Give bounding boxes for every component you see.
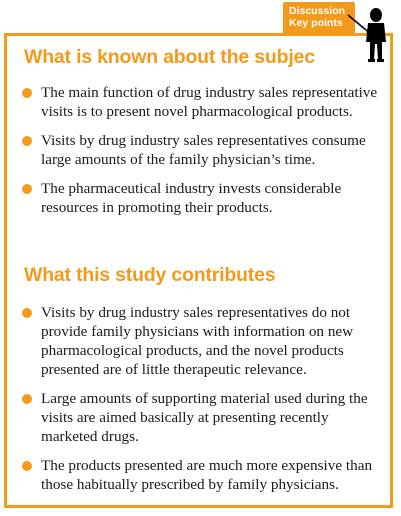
- presenter-figure-icon: [346, 6, 392, 62]
- bullet-dot-icon: [22, 88, 32, 98]
- contributes-list: [22, 303, 382, 494]
- list-item: Visits by drug industry sales representatives do not provide family physicians with information on new pharmacological products, and the novel products presented are of little therapeutic relevance.: [22, 303, 382, 379]
- list-item: The products presented are much more expensive than those habitually prescribed by family physicians.: [22, 456, 382, 494]
- list-item: The main function of drug industry sales representative visits is to present novel pharmacological products.: [22, 83, 382, 121]
- bullet-dot-icon: [22, 308, 32, 318]
- known-list: [22, 83, 382, 217]
- bullet-dot-icon: [22, 184, 32, 194]
- tab-line-1: Discussion: [289, 5, 346, 17]
- section-title-known: What is known about the subjec: [24, 46, 315, 68]
- section-title-contributes: What this study contributes: [24, 264, 276, 286]
- bullet-dot-icon: [22, 394, 32, 404]
- discussion-tab: [283, 2, 355, 35]
- bullet-dot-icon: [22, 461, 32, 471]
- list-item: Visits by drug industry sales representatives consume large amounts of the family physician’s time.: [22, 131, 382, 169]
- list-item: Large amounts of supporting material used during the visits are aimed basically at presenting recently marketed drugs.: [22, 389, 382, 446]
- bullet-dot-icon: [22, 136, 32, 146]
- tab-line-2: Key points: [289, 17, 343, 29]
- list-item: The pharmaceutical industry invests considerable resources in promoting their products.: [22, 179, 382, 217]
